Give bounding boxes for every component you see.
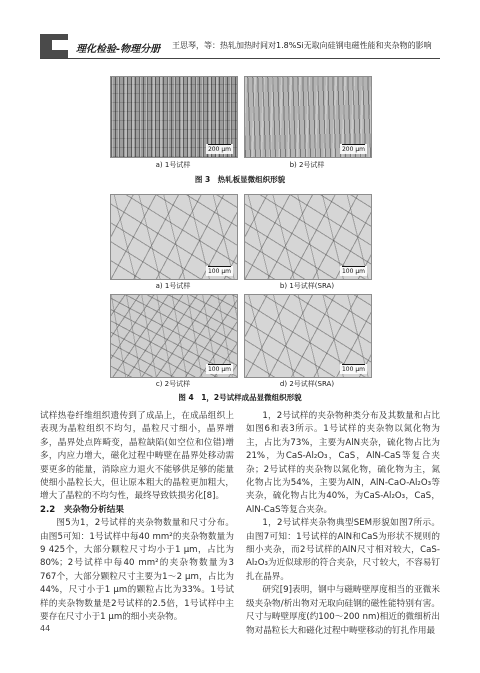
journal-logo-mark: [52, 40, 68, 50]
body-paragraph: 试样热卷纤维组织遗传到了成品上，在成品组织上表现为晶粒组织不均匀，晶粒尺寸细小，晶界增多，晶界处点阵畸变，晶粒缺陷(如空位和位错)增多，内应力增大，磁化过程中畴壁在晶界处移动需要更多的能量，消除应力退火不能够供足够的能量使细小晶粒长大，但让原本粗大的晶粒更加粗大，增大了晶粒的不均匀性，最终导致铁损劣化[8]。: [40, 411, 234, 502]
header-rule: [40, 58, 440, 59]
section-heading: 2.2 夹杂物分析结果: [40, 504, 124, 515]
figure3-sublabel-b: b) 2号试样: [289, 161, 325, 169]
figure3-micrograph-a: [110, 76, 238, 158]
body-paragraph: 1，2号试样夹杂物典型SEM形貌如图7所示。由图7可知：1号试样的AlN和CaS为形状不规则的细小夹杂，而2号试样的AlN尺寸相对较大，CaS-Al₂O₃为近似球形的符合夹杂，尺寸较大，不容易钉扎在晶界。: [246, 518, 440, 582]
page-number: 44: [40, 624, 51, 633]
figure4-caption: 图 4 1，2号试样成品显微组织形貌: [178, 393, 302, 402]
body-paragraph: 图5为1，2号试样的夹杂物数量和尺寸分布。由图5可知：1号试样中每40 mm²的夹杂物数量为9 425个，大部分颗粒尺寸均小于1 μm，占比为80%；2号试样中每40 mm²的夹杂物数量为3 767个，大部分颗粒尺寸主要为1～2 μm，占比为44%，尺寸小于1 μm的颗粒占比为33%。1号试样的夹杂物数量是2号试样的2.5倍，1号试样中主要存在尺寸小于1 μm的细小夹杂物。: [40, 518, 234, 623]
figure4-sublabel-c: c) 2号试样: [155, 380, 191, 388]
figure4-sublabel-a: a) 1号试样: [155, 282, 191, 290]
scale-bar: 100 μm: [207, 268, 231, 275]
body-paragraph: 研究[9]表明，钢中与磁畴壁厚度相当的亚微米级夹杂物/析出物对无取向硅钢的磁性能特别有害。尺寸与畴壁厚度(约100～200 nm)相近的微细析出物对晶粒长大和磁化过程中畴壁移动的钉扎作用最: [246, 585, 440, 636]
figure4-micrograph-d: [244, 294, 372, 378]
scale-bar: 100 μm: [207, 366, 231, 373]
figure3-sublabel-a: a) 1号试样: [155, 161, 191, 169]
left-column: [40, 410, 234, 625]
figure3-micrograph-b: [244, 76, 372, 158]
scale-bar: 100 μm: [341, 366, 365, 373]
body-paragraph: 1，2号试样的夹杂物种类分布及其数量和占比如图6和表3所示。1号试样的夹杂物以氮化物为主，占比为73%，主要为AlN夹杂，硫化物占比为21%，为CaS-Al₂O₃，CaS，AlN-CaS等复合夹杂；2号试样的夹杂物以氮化物，硫化物为主，氮化物占比为54%，主要为AlN，AlN-CaO-Al₂O₃等夹杂，硫化物占比为40%，为CaS-Al₂O₃，CaS，AlN-CaS等复合夹杂。: [246, 411, 440, 515]
figure4-micrograph-c: [110, 294, 238, 378]
right-column: [246, 410, 440, 638]
scale-bar: 200 μm: [341, 146, 365, 153]
figure3-caption: 图 3 热轧板显微组织形貌: [194, 175, 286, 184]
figure4-sublabel-d: d) 2号试样(SRA): [279, 380, 335, 388]
figure4-micrograph-a: [110, 194, 238, 280]
figure4-sublabel-b: b) 1号试样(SRA): [279, 282, 335, 290]
journal-name: 理化检验-物理分册: [76, 44, 161, 55]
running-title: 王思琴，等：热轧加热时间对1.8%Si无取向硅钢电磁性能和夹杂物的影响: [172, 41, 432, 50]
scale-bar: 200 μm: [207, 146, 231, 153]
scale-bar: 100 μm: [341, 268, 365, 275]
figure4-micrograph-b: [244, 194, 372, 280]
